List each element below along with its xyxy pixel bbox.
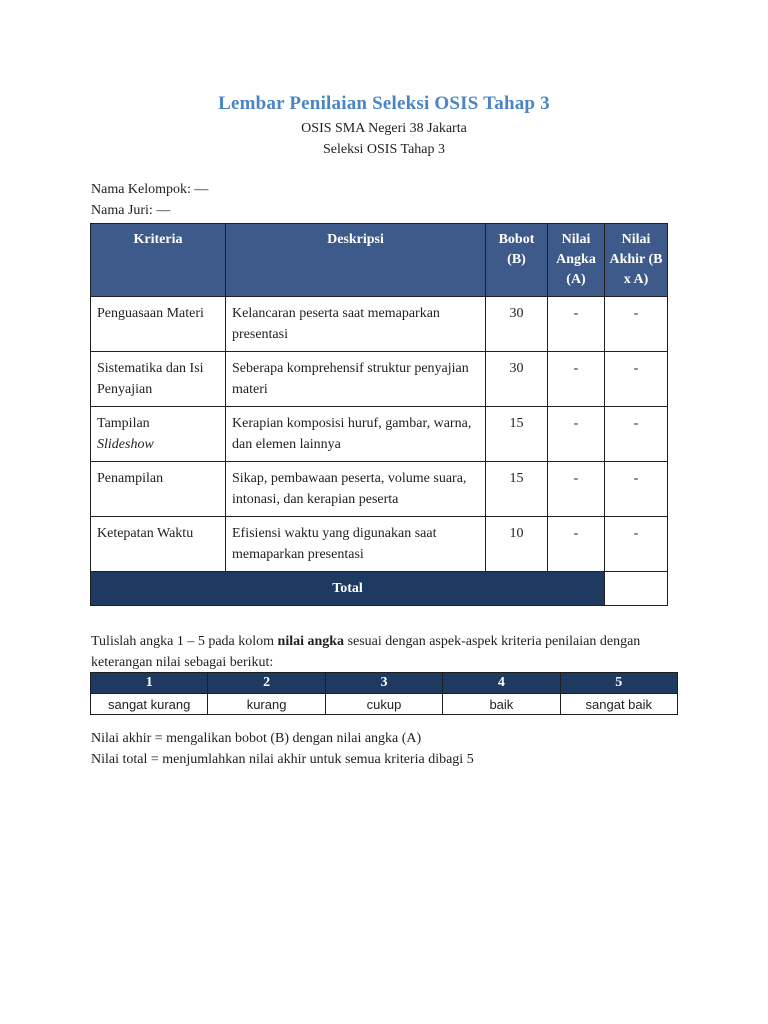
- total-row: [91, 572, 668, 606]
- cell-bobot: 15: [486, 462, 548, 517]
- scale-number: 1: [91, 673, 208, 694]
- cell-deskripsi: Efisiensi waktu yang digunakan saat memaparkan presentasi: [226, 517, 486, 572]
- table-row: [91, 352, 668, 407]
- cell-bobot: 30: [486, 352, 548, 407]
- scale-number: 2: [208, 673, 325, 694]
- cell-nilai-angka[interactable]: -: [548, 462, 605, 517]
- cell-kriteria: Penampilan: [91, 462, 226, 517]
- scale-number: 4: [443, 673, 560, 694]
- scale-label-row: [91, 694, 678, 715]
- total-value-cell[interactable]: [605, 572, 668, 606]
- header-nilai-angka: Nilai Angka (A): [548, 224, 605, 297]
- cell-nilai-angka[interactable]: -: [548, 407, 605, 462]
- criteria-table: [90, 223, 668, 606]
- header-nilai-akhir: Nilai Akhir (B x A): [605, 224, 668, 297]
- instructions-part1: Tulislah angka 1 – 5 pada kolom: [91, 634, 278, 649]
- table-row: [91, 517, 668, 572]
- cell-kriteria-text: Tampilan: [97, 416, 150, 431]
- instructions-part2: sesuai dengan aspek-aspek kriteria penilaian dengan keterangan nilai sebagai berikut:: [91, 634, 641, 670]
- cell-nilai-angka[interactable]: -: [548, 352, 605, 407]
- header-bobot: Bobot (B): [486, 224, 548, 297]
- criteria-header-row: [91, 224, 668, 297]
- cell-nilai-akhir[interactable]: -: [605, 517, 668, 572]
- scale-table: [90, 672, 678, 715]
- scale-number: 5: [560, 673, 677, 694]
- cell-bobot: 10: [486, 517, 548, 572]
- cell-kriteria: [91, 407, 226, 462]
- cell-deskripsi: Kelancaran peserta saat memaparkan presentasi: [226, 297, 486, 352]
- cell-deskripsi: Seberapa komprehensif struktur penyajian materi: [226, 352, 486, 407]
- header-kriteria: Kriteria: [91, 224, 226, 297]
- header-deskripsi: Deskripsi: [226, 224, 486, 297]
- cell-nilai-akhir[interactable]: -: [605, 352, 668, 407]
- cell-kriteria: Sistematika dan Isi Penyajian: [91, 352, 226, 407]
- school-name: OSIS SMA Negeri 38 Jakarta: [301, 121, 467, 136]
- scale-label: baik: [443, 694, 560, 715]
- instructions-text: [91, 631, 691, 673]
- cell-nilai-akhir[interactable]: -: [605, 462, 668, 517]
- judge-name-field: Nama Juri: —: [91, 203, 171, 218]
- cell-deskripsi: Kerapian komposisi huruf, gambar, warna, dan elemen lainnya: [226, 407, 486, 462]
- scale-label: sangat kurang: [91, 694, 208, 715]
- stage-name: Seleksi OSIS Tahap 3: [322, 142, 446, 157]
- cell-nilai-akhir[interactable]: -: [605, 297, 668, 352]
- group-name-field: Nama Kelompok: —: [91, 182, 209, 197]
- note-nilai-akhir: Nilai akhir = mengalikan bobot (B) dengan nilai angka (A): [91, 731, 422, 746]
- note-nilai-total: Nilai total = menjumlahkan nilai akhir untuk semua kriteria dibagi 5: [91, 752, 474, 767]
- cell-kriteria-italic: Slideshow: [97, 437, 154, 452]
- instructions-bold: nilai angka: [277, 634, 345, 649]
- cell-bobot: 30: [486, 297, 548, 352]
- table-row: [91, 297, 668, 352]
- cell-nilai-angka[interactable]: -: [548, 517, 605, 572]
- scale-label: sangat baik: [560, 694, 677, 715]
- scale-number: 3: [325, 673, 442, 694]
- page-title: Lembar Penilaian Seleksi OSIS Tahap 3: [218, 93, 550, 114]
- cell-deskripsi: Sikap, pembawaan peserta, volume suara, intonasi, dan kerapian peserta: [226, 462, 486, 517]
- table-row: [91, 407, 668, 462]
- table-row: [91, 462, 668, 517]
- scale-label: kurang: [208, 694, 325, 715]
- total-label: Total: [91, 572, 605, 606]
- cell-kriteria: Ketepatan Waktu: [91, 517, 226, 572]
- cell-nilai-akhir[interactable]: -: [605, 407, 668, 462]
- cell-bobot: 15: [486, 407, 548, 462]
- cell-nilai-angka[interactable]: -: [548, 297, 605, 352]
- cell-kriteria: Penguasaan Materi: [91, 297, 226, 352]
- scale-number-row: [91, 673, 678, 694]
- scale-label: cukup: [325, 694, 442, 715]
